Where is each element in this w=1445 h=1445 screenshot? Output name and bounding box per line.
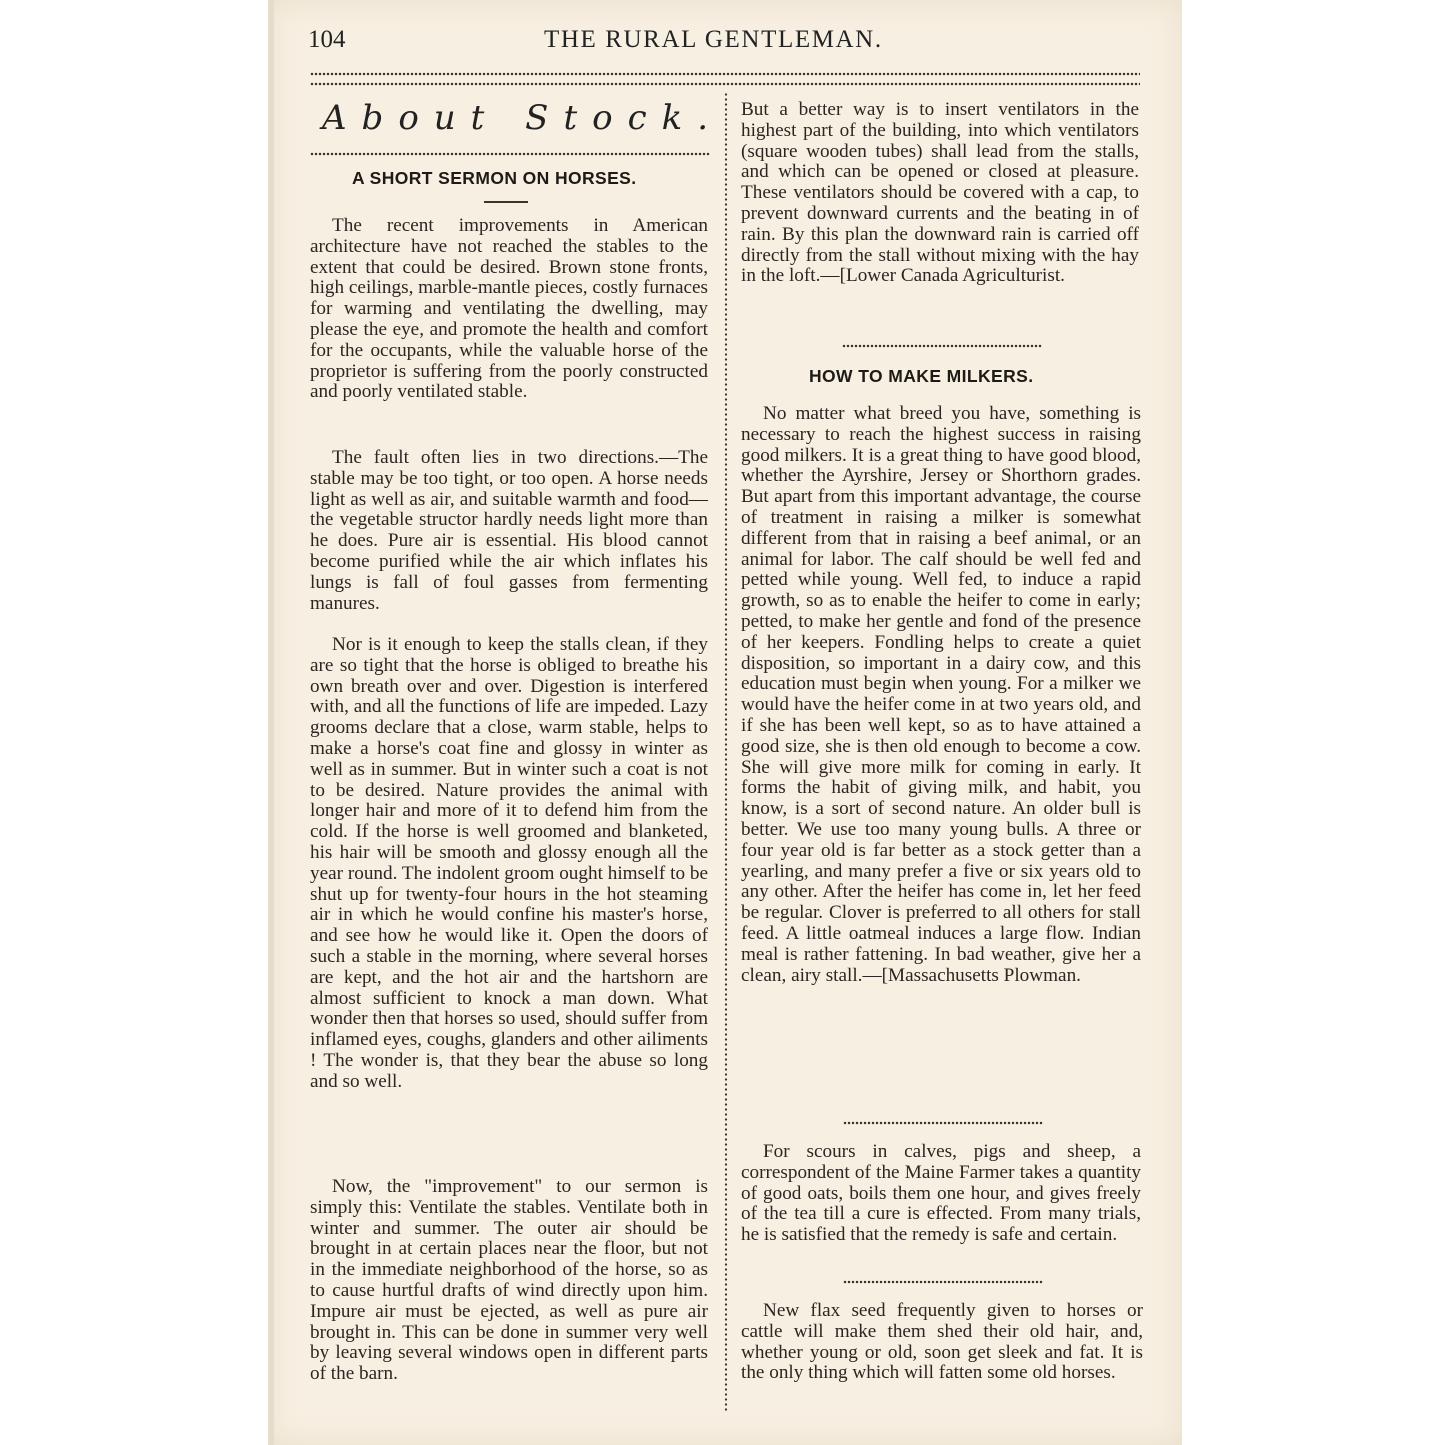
separator-rule-3 [843,1280,1043,1284]
paragraph-ventilators: But a better way is to insert ventilators in the highest part of the building, into which ventilators (square wooden tubes) shall lead from the stalls, and which can be opened or closed at pleasure. These ventilators should be covered with a cap, to prevent downward currents and the beating in of rain. By this plan the downward rain is carried off directly from the stall without mixing with the hay in the loft.—[Lower Canada Agriculturist. [741,99,1139,287]
banner-rule [310,152,710,156]
separator-rule-2 [843,1121,1043,1125]
paragraph-horses-4: Now, the "improvement" to our sermon is simply this: Ventilate the stables. Ventilate both in winter and summer. The outer air should be brought in at certain places near the floor, but not in the immediate neighborhood of the horse, so as to cause hurtful drafts of wind directly upon him. Impure air must be ejected, as well as pure air brought in. This can be done in summer very well by leaving several windows open in different parts of the barn. [310,1176,708,1385]
column-divider [724,92,728,1412]
page-header [308,26,1140,62]
article-heading-horses: A SHORT SERMON ON HORSES. [352,168,637,188]
paragraph-flax: New flax seed frequently given to horses or cattle will make them shed their old hair, and, whether young or old, soon get sleek and fat. It is the only thing which will fatten some old horses. [741,1300,1143,1384]
separator-rule-1 [842,344,1042,348]
header-rule-top [310,72,1140,76]
paragraph-milkers: No matter what breed you have, something is necessary to reach the highest success in raising good milkers. It is a great thing to have good blood, whether the Ayrshire, Jersey or Shorthorn grades. But apart from this important advantage, the course of treatment in raising a milker is somewhat different from that in raising a beef animal, or an animal for labor. The calf should be well fed and petted while young. Well fed, to induce a rapid growth, so as to enable the heifer to come in early; petted, to make her gentle and fond of the presence of her keepers. Fondling helps to create a quiet disposition, so important in a dairy cow, and this education must begin when young. For a milker we would have the heifer come in at two years old, and if she has been well kept, so as to have attained a good size, she is then old enough to become a cow. She will give more milk for coming in early. It forms the habit of giving milk, and habit, you know, is a sort of second nature. An older bull is better. We use too many young bulls. A three or four year old is far better as a stock getter than a yearling, and many prefer a five or six years old to any other. After the heifer has come in, let her feed be regular. Clover is preferred to all others for stall feed. A little oatmeal induces a large flow. Indian meal is rather fattening. In bad weather, give her a clean, airy stall.—[Massachusetts Plowman. [741,403,1141,986]
page-number: 104 [308,26,346,53]
article-heading-milkers: HOW TO MAKE MILKERS. [809,366,1034,386]
paragraph-horses-2: The fault often lies in two directions.—The stable may be too tight, or too open. A horse needs light as well as air, and suitable warmth and food—the vegetable structor hardly needs light more than he does. Pure air is essential. His blood cannot become purified while the air which inflates his lungs is fall of foul gasses from fermenting manures. [310,447,708,614]
paragraph-horses-3: Nor is it enough to keep the stalls clean, if they are so tight that the horse is obliged to breathe his own breath over and over. Digestion is interfered with, and all the functions of life are impeded. Lazy grooms declare that a close, warm stable, helps to make a horse's coat fine and glossy in winter as well as in summer. But in winter such a coat is not to be desired. Nature provides the animal with longer hair and more of it to defend him from the cold. If the horse is well groomed and blanketed, his hair will be smooth and glossy enough all the year round. The indolent groom ought himself to be shut up for twenty-four hours in the hot steaming air in which he would confine his master's horse, and see how he would like it. Open the doors of such a stable in the morning, where several horses are kept, and the hot air and the hartshorn are almost sufficient to knock a man down. What wonder then that horses so used, should suffer from inflamed eyes, coughs, glanders and other ailiments ! The wonder is, that they bear the abuse so long and so well. [310,634,709,1092]
section-banner: About Stock. [322,98,724,138]
paragraph-scours: For scours in calves, pigs and sheep, a correspondent of the Maine Farmer takes a quantity of good oats, boils them one hour, and gives freely of the tea till a cure is effected. From many trials, he is satisfied that the remedy is safe and certain. [741,1141,1141,1246]
paragraph-horses-1: The recent improvements in American architecture have not reached the stables to the extent that could be desired. Brown stone fronts, high ceilings, marble-mantle pieces, costly furnaces for warming and ventilating the dwelling, may please the eye, and promote the health and comfort for the occupants, while the valuable horse of the proprietor is suffering from the poorly constructed and poorly ventilated stable. [310,215,709,403]
heading-underline [484,201,528,203]
header-rule-bottom [310,82,1140,86]
journal-title: THE RURAL GENTLEMAN. [544,26,883,53]
page-edge [268,0,274,1445]
